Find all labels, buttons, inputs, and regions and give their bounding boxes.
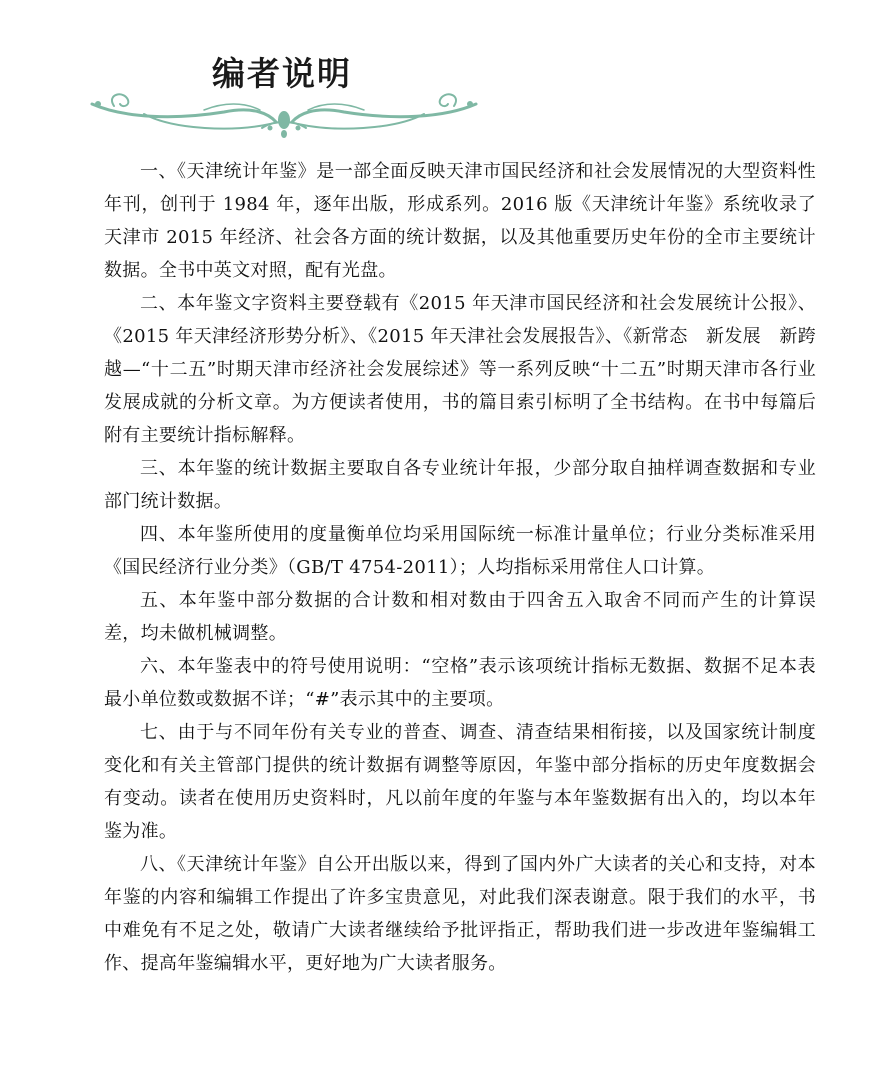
paragraph-1: 一、《天津统计年鉴》是一部全面反映天津市国民经济和社会发展情况的大型资料性年刊，创刊于 1984 年，逐年出版，形成系列。2016 版《天津统计年鉴》系统收录了天津市 2015 年经济、社会各方面的统计数据，以及其他重要历史年份的全市主要统计数据。全书中英文对照，配有光盘。 [104, 161, 816, 281]
title-ornament-flourish [84, 84, 484, 140]
paragraph-5: 五、本年鉴中部分数据的合计数和相对数由于四舍五入取舍不同而产生的计算误差，均未做机械调整。 [104, 590, 816, 644]
paragraph-2: 二、本年鉴文字资料主要登载有《2015 年天津市国民经济和社会发展统计公报》、《2015 年天津经济形势分析》、《2015 年天津社会发展报告》、《新常态 新发展 新跨越—“十二五”时期天津市经济社会发展综述》等一系列反映“十二五”时期天津市各行业发展成就的分析文章。为方便读者使用，书的篇目索引标明了全书结构。在书中每篇后附有主要统计指标解释。 [104, 293, 816, 446]
paragraph-7: 七、由于与不同年份有关专业的普查、调查、清查结果相衔接，以及国家统计制度变化和有关主管部门提供的统计数据有调整等原因，年鉴中部分指标的历史年度数据会有变动。读者在使用历史资料时，凡以前年度的年鉴与本年鉴数据有出入的，均以本年鉴为准。 [104, 722, 816, 842]
paragraph-6: 六、本年鉴表中的符号使用说明：“空格”表示该项统计指标无数据、数据不足本表最小单位数或数据不详；“#”表示其中的主要项。 [104, 656, 816, 710]
paragraph-4: 四、本年鉴所使用的度量衡单位均采用国际统一标准计量单位；行业分类标准采用《国民经济行业分类》（GB/T 4754-2011）；人均指标采用常住人口计算。 [104, 524, 816, 578]
paragraph-3: 三、本年鉴的统计数据主要取自各专业统计年报，少部分取自抽样调查数据和专业部门统计数据。 [104, 458, 816, 512]
page-title: 编者说明 [212, 54, 352, 93]
paragraph-8: 八、《天津统计年鉴》自公开出版以来，得到了国内外广大读者的关心和支持，对本年鉴的内容和编辑工作提出了许多宝贵意见，对此我们深表谢意。限于我们的水平，书中难免有不足之处，敬请广大读者继续给予批评指正，帮助我们进一步改进年鉴编辑工作、提高年鉴编辑水平，更好地为广大读者服务。 [104, 854, 816, 974]
body-text [104, 155, 816, 980]
